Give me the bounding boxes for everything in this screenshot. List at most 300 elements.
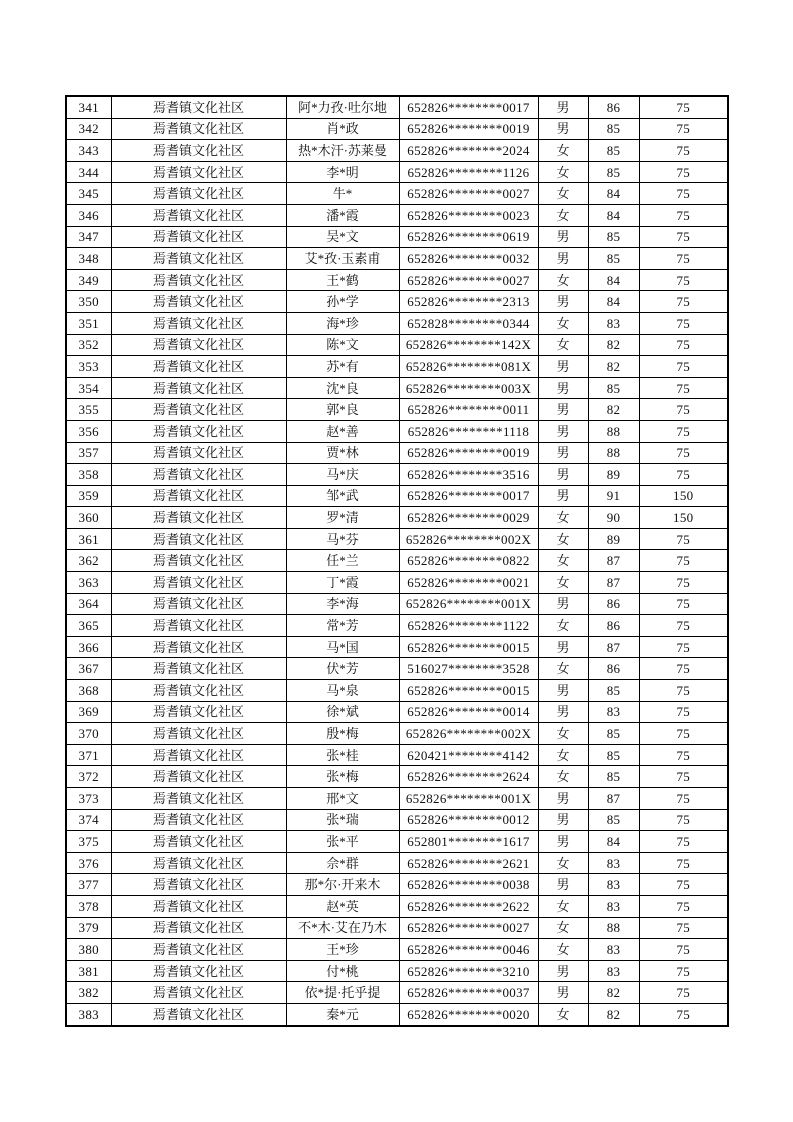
cell-gender: 女 <box>538 334 588 356</box>
cell-age: 88 <box>588 442 639 464</box>
cell-no: 363 <box>66 572 111 594</box>
cell-gender: 男 <box>538 96 588 118</box>
cell-community: 焉耆镇文化社区 <box>111 615 286 637</box>
cell-gender: 男 <box>538 420 588 442</box>
cell-no: 350 <box>66 291 111 313</box>
cell-age: 87 <box>588 788 639 810</box>
cell-amount: 75 <box>639 420 728 442</box>
cell-no: 352 <box>66 334 111 356</box>
cell-amount: 75 <box>639 140 728 162</box>
cell-age: 84 <box>588 831 639 853</box>
cell-amount: 75 <box>639 701 728 723</box>
cell-name: 秦*元 <box>286 1003 399 1025</box>
cell-no: 354 <box>66 377 111 399</box>
cell-gender: 女 <box>538 528 588 550</box>
table-row <box>66 442 728 464</box>
cell-name: 马*芬 <box>286 528 399 550</box>
cell-id_number: 652826********2624 <box>399 766 538 788</box>
cell-name: 徐*斌 <box>286 701 399 723</box>
cell-no: 373 <box>66 788 111 810</box>
cell-community: 焉耆镇文化社区 <box>111 874 286 896</box>
table-row <box>66 485 728 507</box>
table-row <box>66 744 728 766</box>
cell-id_number: 652826********2024 <box>399 140 538 162</box>
cell-gender: 女 <box>538 939 588 961</box>
cell-id_number: 652826********0011 <box>399 399 538 421</box>
cell-id_number: 652828********0344 <box>399 312 538 334</box>
cell-age: 83 <box>588 852 639 874</box>
table-row <box>66 291 728 313</box>
cell-id_number: 652826********0019 <box>399 442 538 464</box>
cell-gender: 男 <box>538 680 588 702</box>
cell-name: 李*明 <box>286 161 399 183</box>
cell-id_number: 652826********0014 <box>399 701 538 723</box>
cell-community: 焉耆镇文化社区 <box>111 658 286 680</box>
cell-gender: 女 <box>538 744 588 766</box>
cell-age: 83 <box>588 895 639 917</box>
cell-name: 郭*良 <box>286 399 399 421</box>
table-row <box>66 269 728 291</box>
cell-gender: 女 <box>538 852 588 874</box>
cell-amount: 75 <box>639 464 728 486</box>
cell-id_number: 652826********3210 <box>399 960 538 982</box>
cell-id_number: 652826********3516 <box>399 464 538 486</box>
cell-community: 焉耆镇文化社区 <box>111 788 286 810</box>
cell-gender: 女 <box>538 312 588 334</box>
cell-amount: 75 <box>639 96 728 118</box>
cell-community: 焉耆镇文化社区 <box>111 636 286 658</box>
cell-id_number: 652826********1126 <box>399 161 538 183</box>
table-row <box>66 464 728 486</box>
cell-age: 84 <box>588 183 639 205</box>
cell-age: 85 <box>588 226 639 248</box>
cell-age: 91 <box>588 485 639 507</box>
table-row <box>66 334 728 356</box>
cell-gender: 女 <box>538 723 588 745</box>
cell-no: 380 <box>66 939 111 961</box>
cell-community: 焉耆镇文化社区 <box>111 269 286 291</box>
cell-age: 86 <box>588 615 639 637</box>
cell-gender: 女 <box>538 615 588 637</box>
cell-no: 365 <box>66 615 111 637</box>
table-row <box>66 507 728 529</box>
table-row <box>66 312 728 334</box>
cell-amount: 75 <box>639 356 728 378</box>
table-row <box>66 1003 728 1025</box>
cell-amount: 75 <box>639 528 728 550</box>
cell-community: 焉耆镇文化社区 <box>111 442 286 464</box>
cell-id_number: 652826********0021 <box>399 572 538 594</box>
cell-id_number: 652826********0020 <box>399 1003 538 1025</box>
cell-name: 那*尔·开来木 <box>286 874 399 896</box>
cell-amount: 75 <box>639 831 728 853</box>
cell-name: 陈*文 <box>286 334 399 356</box>
cell-name: 艾*孜·玉素甫 <box>286 248 399 270</box>
cell-no: 348 <box>66 248 111 270</box>
cell-gender: 男 <box>538 874 588 896</box>
cell-gender: 女 <box>538 572 588 594</box>
cell-id_number: 652826********0012 <box>399 809 538 831</box>
cell-name: 吴*文 <box>286 226 399 248</box>
cell-gender: 男 <box>538 118 588 140</box>
cell-id_number: 516027********3528 <box>399 658 538 680</box>
cell-no: 368 <box>66 680 111 702</box>
cell-amount: 75 <box>639 377 728 399</box>
cell-age: 83 <box>588 939 639 961</box>
cell-amount: 75 <box>639 852 728 874</box>
cell-gender: 女 <box>538 161 588 183</box>
table-row <box>66 809 728 831</box>
cell-name: 阿*力孜·吐尔地 <box>286 96 399 118</box>
cell-age: 87 <box>588 636 639 658</box>
cell-community: 焉耆镇文化社区 <box>111 528 286 550</box>
cell-id_number: 652826********002X <box>399 723 538 745</box>
table-row <box>66 960 728 982</box>
cell-no: 376 <box>66 852 111 874</box>
cell-no: 343 <box>66 140 111 162</box>
cell-gender: 男 <box>538 788 588 810</box>
table-row <box>66 118 728 140</box>
cell-amount: 75 <box>639 118 728 140</box>
cell-community: 焉耆镇文化社区 <box>111 939 286 961</box>
cell-age: 86 <box>588 658 639 680</box>
cell-community: 焉耆镇文化社区 <box>111 183 286 205</box>
table-row <box>66 420 728 442</box>
cell-community: 焉耆镇文化社区 <box>111 680 286 702</box>
cell-id_number: 652826********0017 <box>399 485 538 507</box>
cell-id_number: 652826********0015 <box>399 636 538 658</box>
benefit-table <box>65 95 729 1027</box>
table-row <box>66 895 728 917</box>
cell-community: 焉耆镇文化社区 <box>111 831 286 853</box>
cell-name: 贾*林 <box>286 442 399 464</box>
cell-amount: 75 <box>639 204 728 226</box>
cell-name: 不*木·艾在乃木 <box>286 917 399 939</box>
cell-community: 焉耆镇文化社区 <box>111 464 286 486</box>
cell-id_number: 652826********2621 <box>399 852 538 874</box>
cell-no: 375 <box>66 831 111 853</box>
cell-gender: 男 <box>538 377 588 399</box>
cell-amount: 75 <box>639 161 728 183</box>
cell-amount: 75 <box>639 680 728 702</box>
cell-amount: 75 <box>639 788 728 810</box>
cell-no: 364 <box>66 593 111 615</box>
cell-name: 张*瑞 <box>286 809 399 831</box>
cell-no: 341 <box>66 96 111 118</box>
table-row <box>66 874 728 896</box>
cell-id_number: 652801********1617 <box>399 831 538 853</box>
cell-no: 347 <box>66 226 111 248</box>
cell-id_number: 652826********0027 <box>399 183 538 205</box>
cell-name: 赵*英 <box>286 895 399 917</box>
table-row <box>66 183 728 205</box>
cell-amount: 75 <box>639 982 728 1004</box>
cell-age: 82 <box>588 1003 639 1025</box>
cell-no: 369 <box>66 701 111 723</box>
cell-age: 85 <box>588 118 639 140</box>
cell-community: 焉耆镇文化社区 <box>111 334 286 356</box>
table-row <box>66 917 728 939</box>
cell-age: 85 <box>588 809 639 831</box>
cell-no: 345 <box>66 183 111 205</box>
cell-name: 李*海 <box>286 593 399 615</box>
cell-gender: 男 <box>538 291 588 313</box>
cell-gender: 女 <box>538 550 588 572</box>
cell-age: 82 <box>588 982 639 1004</box>
cell-no: 381 <box>66 960 111 982</box>
cell-age: 87 <box>588 572 639 594</box>
cell-name: 海*珍 <box>286 312 399 334</box>
cell-community: 焉耆镇文化社区 <box>111 701 286 723</box>
cell-amount: 150 <box>639 507 728 529</box>
cell-age: 82 <box>588 399 639 421</box>
cell-community: 焉耆镇文化社区 <box>111 96 286 118</box>
table-row <box>66 377 728 399</box>
cell-age: 84 <box>588 269 639 291</box>
cell-no: 357 <box>66 442 111 464</box>
table-row <box>66 680 728 702</box>
cell-amount: 75 <box>639 658 728 680</box>
cell-no: 374 <box>66 809 111 831</box>
cell-amount: 75 <box>639 593 728 615</box>
cell-gender: 男 <box>538 701 588 723</box>
cell-amount: 75 <box>639 809 728 831</box>
cell-id_number: 652826********0619 <box>399 226 538 248</box>
table-row <box>66 658 728 680</box>
cell-community: 焉耆镇文化社区 <box>111 204 286 226</box>
cell-community: 焉耆镇文化社区 <box>111 593 286 615</box>
cell-no: 378 <box>66 895 111 917</box>
cell-no: 356 <box>66 420 111 442</box>
cell-gender: 女 <box>538 204 588 226</box>
cell-no: 372 <box>66 766 111 788</box>
cell-amount: 75 <box>639 442 728 464</box>
cell-id_number: 652826********142X <box>399 334 538 356</box>
cell-gender: 女 <box>538 140 588 162</box>
table-row <box>66 528 728 550</box>
table-row <box>66 831 728 853</box>
cell-community: 焉耆镇文化社区 <box>111 507 286 529</box>
table-row <box>66 248 728 270</box>
cell-gender: 男 <box>538 226 588 248</box>
table-row <box>66 204 728 226</box>
cell-name: 殷*梅 <box>286 723 399 745</box>
cell-amount: 75 <box>639 334 728 356</box>
table-row <box>66 939 728 961</box>
table-row <box>66 636 728 658</box>
table-row <box>66 723 728 745</box>
cell-id_number: 652826********081X <box>399 356 538 378</box>
cell-age: 83 <box>588 701 639 723</box>
cell-community: 焉耆镇文化社区 <box>111 1003 286 1025</box>
cell-gender: 男 <box>538 485 588 507</box>
cell-id_number: 652826********2622 <box>399 895 538 917</box>
cell-gender: 女 <box>538 269 588 291</box>
cell-name: 丁*霞 <box>286 572 399 594</box>
cell-amount: 75 <box>639 1003 728 1025</box>
cell-age: 83 <box>588 874 639 896</box>
cell-community: 焉耆镇文化社区 <box>111 485 286 507</box>
cell-community: 焉耆镇文化社区 <box>111 895 286 917</box>
cell-id_number: 652826********001X <box>399 593 538 615</box>
cell-id_number: 652826********0032 <box>399 248 538 270</box>
table-row <box>66 766 728 788</box>
cell-age: 88 <box>588 917 639 939</box>
cell-no: 358 <box>66 464 111 486</box>
cell-id_number: 652826********0037 <box>399 982 538 1004</box>
cell-age: 85 <box>588 744 639 766</box>
table-row <box>66 701 728 723</box>
cell-name: 依*提·托乎提 <box>286 982 399 1004</box>
cell-community: 焉耆镇文化社区 <box>111 420 286 442</box>
cell-name: 牛* <box>286 183 399 205</box>
cell-id_number: 652826********0015 <box>399 680 538 702</box>
cell-id_number: 652826********003X <box>399 377 538 399</box>
cell-name: 马*庆 <box>286 464 399 486</box>
cell-age: 85 <box>588 161 639 183</box>
cell-name: 邹*武 <box>286 485 399 507</box>
cell-id_number: 652826********001X <box>399 788 538 810</box>
cell-gender: 男 <box>538 442 588 464</box>
cell-amount: 75 <box>639 291 728 313</box>
cell-community: 焉耆镇文化社区 <box>111 744 286 766</box>
cell-age: 86 <box>588 96 639 118</box>
cell-no: 342 <box>66 118 111 140</box>
cell-age: 89 <box>588 464 639 486</box>
cell-amount: 75 <box>639 939 728 961</box>
benefit-table-body <box>66 96 728 1026</box>
cell-age: 85 <box>588 723 639 745</box>
cell-age: 84 <box>588 204 639 226</box>
cell-id_number: 652826********0023 <box>399 204 538 226</box>
cell-gender: 男 <box>538 464 588 486</box>
cell-id_number: 652826********2313 <box>399 291 538 313</box>
cell-age: 82 <box>588 334 639 356</box>
cell-amount: 75 <box>639 917 728 939</box>
cell-community: 焉耆镇文化社区 <box>111 917 286 939</box>
table-row <box>66 572 728 594</box>
cell-no: 379 <box>66 917 111 939</box>
cell-no: 359 <box>66 485 111 507</box>
cell-age: 88 <box>588 420 639 442</box>
cell-community: 焉耆镇文化社区 <box>111 572 286 594</box>
cell-gender: 男 <box>538 831 588 853</box>
cell-age: 84 <box>588 291 639 313</box>
cell-gender: 女 <box>538 1003 588 1025</box>
cell-gender: 女 <box>538 895 588 917</box>
cell-community: 焉耆镇文化社区 <box>111 118 286 140</box>
cell-age: 86 <box>588 593 639 615</box>
cell-gender: 男 <box>538 593 588 615</box>
cell-gender: 男 <box>538 960 588 982</box>
table-row <box>66 140 728 162</box>
cell-gender: 女 <box>538 507 588 529</box>
cell-name: 马*泉 <box>286 680 399 702</box>
cell-gender: 男 <box>538 636 588 658</box>
cell-amount: 75 <box>639 550 728 572</box>
cell-name: 任*兰 <box>286 550 399 572</box>
cell-name: 王*鹤 <box>286 269 399 291</box>
cell-amount: 75 <box>639 766 728 788</box>
cell-no: 355 <box>66 399 111 421</box>
cell-name: 罗*清 <box>286 507 399 529</box>
cell-gender: 女 <box>538 658 588 680</box>
cell-age: 83 <box>588 312 639 334</box>
cell-id_number: 652826********0017 <box>399 96 538 118</box>
cell-no: 344 <box>66 161 111 183</box>
cell-gender: 女 <box>538 183 588 205</box>
cell-community: 焉耆镇文化社区 <box>111 766 286 788</box>
table-row <box>66 788 728 810</box>
cell-amount: 75 <box>639 399 728 421</box>
cell-no: 366 <box>66 636 111 658</box>
cell-age: 85 <box>588 140 639 162</box>
cell-name: 苏*有 <box>286 356 399 378</box>
table-row <box>66 593 728 615</box>
cell-age: 82 <box>588 356 639 378</box>
cell-name: 伏*芳 <box>286 658 399 680</box>
cell-community: 焉耆镇文化社区 <box>111 291 286 313</box>
cell-amount: 75 <box>639 615 728 637</box>
cell-id_number: 620421********4142 <box>399 744 538 766</box>
cell-name: 常*芳 <box>286 615 399 637</box>
cell-age: 85 <box>588 680 639 702</box>
cell-id_number: 652826********0027 <box>399 917 538 939</box>
table-row <box>66 399 728 421</box>
cell-amount: 75 <box>639 312 728 334</box>
table-row <box>66 161 728 183</box>
cell-id_number: 652826********1118 <box>399 420 538 442</box>
cell-community: 焉耆镇文化社区 <box>111 960 286 982</box>
cell-amount: 150 <box>639 485 728 507</box>
table-row <box>66 615 728 637</box>
cell-age: 85 <box>588 766 639 788</box>
cell-amount: 75 <box>639 636 728 658</box>
cell-community: 焉耆镇文化社区 <box>111 852 286 874</box>
cell-amount: 75 <box>639 269 728 291</box>
cell-community: 焉耆镇文化社区 <box>111 312 286 334</box>
cell-age: 85 <box>588 377 639 399</box>
cell-no: 370 <box>66 723 111 745</box>
cell-gender: 男 <box>538 809 588 831</box>
cell-community: 焉耆镇文化社区 <box>111 377 286 399</box>
cell-amount: 75 <box>639 248 728 270</box>
cell-name: 张*桂 <box>286 744 399 766</box>
cell-no: 362 <box>66 550 111 572</box>
cell-age: 83 <box>588 960 639 982</box>
cell-no: 377 <box>66 874 111 896</box>
cell-gender: 男 <box>538 248 588 270</box>
cell-community: 焉耆镇文化社区 <box>111 161 286 183</box>
cell-amount: 75 <box>639 183 728 205</box>
cell-age: 87 <box>588 550 639 572</box>
cell-name: 张*平 <box>286 831 399 853</box>
cell-amount: 75 <box>639 744 728 766</box>
cell-community: 焉耆镇文化社区 <box>111 140 286 162</box>
cell-amount: 75 <box>639 960 728 982</box>
cell-name: 马*国 <box>286 636 399 658</box>
table-row <box>66 852 728 874</box>
cell-name: 热*木汗·苏莱曼 <box>286 140 399 162</box>
table-row <box>66 982 728 1004</box>
cell-name: 赵*善 <box>286 420 399 442</box>
cell-id_number: 652826********0019 <box>399 118 538 140</box>
cell-name: 张*梅 <box>286 766 399 788</box>
cell-no: 382 <box>66 982 111 1004</box>
cell-amount: 75 <box>639 874 728 896</box>
cell-amount: 75 <box>639 572 728 594</box>
cell-gender: 女 <box>538 917 588 939</box>
